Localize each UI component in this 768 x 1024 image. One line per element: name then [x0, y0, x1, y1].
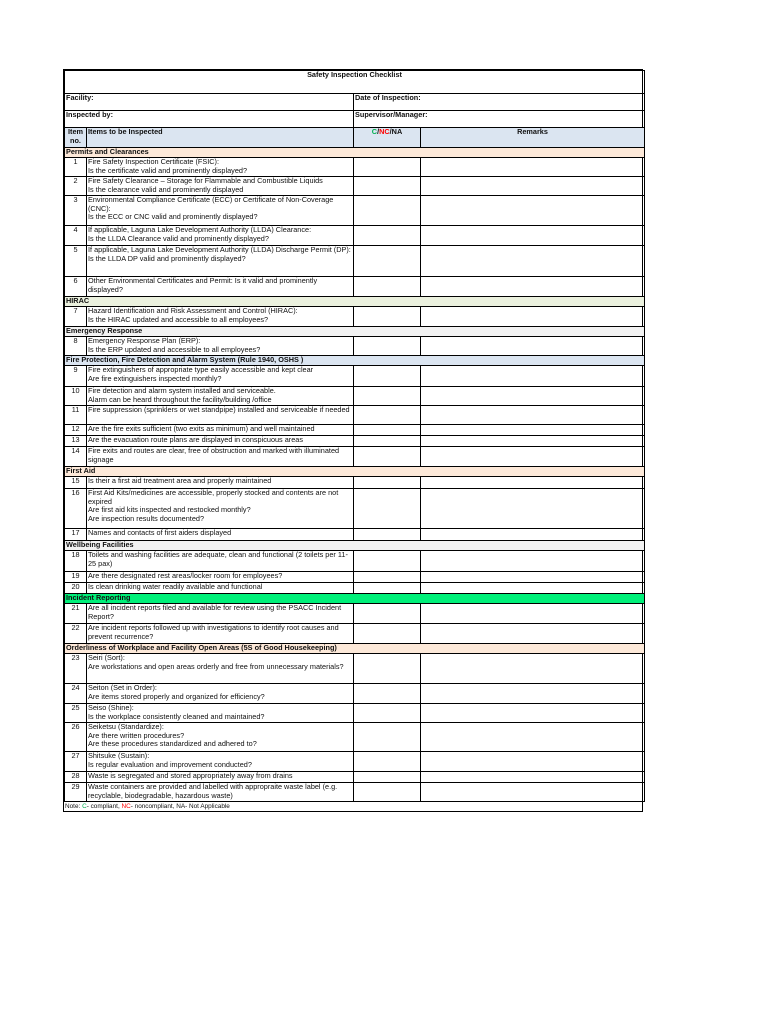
remarks-cell[interactable]: [421, 783, 645, 802]
remarks-cell[interactable]: [421, 366, 645, 387]
inspection-item: If applicable, Laguna Lake Development Authority (LLDA) Clearance: Is the LLDA Clearance valid and prominently displayed?: [87, 226, 354, 246]
note-na: NA: [176, 803, 186, 810]
table-row: [65, 583, 645, 594]
item-number: 4: [65, 226, 87, 246]
item-number: 11: [65, 406, 87, 425]
compliance-cell[interactable]: [354, 307, 421, 327]
item-number: 24: [65, 684, 87, 704]
item-number: 10: [65, 387, 87, 406]
table-row: [65, 277, 645, 297]
inspected-by-field[interactable]: Inspected by:: [65, 111, 354, 128]
compliance-cell[interactable]: [354, 158, 421, 177]
item-number: 29: [65, 783, 87, 802]
section-row: [65, 594, 645, 604]
remarks-cell[interactable]: [421, 572, 645, 583]
compliance-cell[interactable]: [354, 604, 421, 624]
item-number: 28: [65, 772, 87, 783]
item-number: 15: [65, 477, 87, 489]
table-row: [65, 406, 645, 425]
inspection-item: Waste containers are provided and labelled with appropraite waste label (e.g. recyclable, biodegradable, hazardous waste): [87, 783, 354, 802]
table-row: [65, 604, 645, 624]
remarks-cell[interactable]: [421, 529, 645, 541]
item-number: 6: [65, 277, 87, 297]
item-number: 19: [65, 572, 87, 583]
table-row: [65, 654, 645, 684]
items-header: Items to be Inspected: [87, 128, 354, 148]
inspection-item: Are incident reports followed up with investigations to identify root causes and prevent recurrence?: [87, 624, 354, 644]
inspection-item: Fire suppression (sprinklers or wet standpipe) installed and serviceable if needed: [87, 406, 354, 425]
section-row: [65, 327, 645, 337]
remarks-cell[interactable]: [421, 158, 645, 177]
compliance-cell[interactable]: [354, 425, 421, 436]
inspection-item: Seiri (Sort): Are workstations and open areas orderly and free from unnecessary materials?: [87, 654, 354, 684]
remarks-cell[interactable]: [421, 177, 645, 196]
remarks-cell[interactable]: [421, 277, 645, 297]
inspection-item: Is clean drinking water readily available and functional: [87, 583, 354, 594]
inspection-item: Seiso (Shine): Is the workplace consistently cleaned and maintained?: [87, 704, 354, 723]
section-title: Emergency Response: [65, 327, 645, 337]
section-title: Incident Reporting: [65, 594, 645, 604]
table-row: [65, 246, 645, 277]
section-title: Wellbeing Facilities: [65, 541, 645, 551]
item-number: 23: [65, 654, 87, 684]
compliance-cell[interactable]: [354, 366, 421, 387]
compliance-cell[interactable]: [354, 624, 421, 644]
item-number: 9: [65, 366, 87, 387]
item-number: 17: [65, 529, 87, 541]
note-nc-desc: - noncompliant,: [130, 803, 177, 810]
table-row: [65, 425, 645, 436]
compliant-label: C: [371, 127, 378, 136]
remarks-cell[interactable]: [421, 772, 645, 783]
not-applicable-label: NA: [391, 127, 403, 136]
table-row: [65, 704, 645, 723]
inspection-item: Fire Safety Inspection Certificate (FSIC): Is the certificate valid and prominently displayed?: [87, 158, 354, 177]
table-row: [65, 624, 645, 644]
remarks-cell[interactable]: [421, 425, 645, 436]
item-number: 7: [65, 307, 87, 327]
compliance-cell[interactable]: [354, 583, 421, 594]
remarks-cell[interactable]: [421, 226, 645, 246]
legend-note: [64, 802, 642, 811]
inspection-item: Shitsuke (Sustain): Is regular evaluation and improvement conducted?: [87, 752, 354, 772]
item-number: 14: [65, 447, 87, 467]
facility-field[interactable]: Facility:: [65, 94, 354, 111]
section-row: [65, 467, 645, 477]
supervisor-manager-field[interactable]: Supervisor/Manager:: [354, 111, 645, 128]
item-number: 22: [65, 624, 87, 644]
section-row: [65, 541, 645, 551]
compliance-cell[interactable]: [354, 572, 421, 583]
section-title: HIRAC: [65, 297, 645, 307]
item-number: 2: [65, 177, 87, 196]
compliance-cell[interactable]: [354, 752, 421, 772]
remarks-cell[interactable]: [421, 406, 645, 425]
remarks-cell[interactable]: [421, 436, 645, 447]
table-row: [65, 477, 645, 489]
inspection-item: Are the evacuation route plans are displayed in conspicuous areas: [87, 436, 354, 447]
item-number: 18: [65, 551, 87, 572]
page-title: Safety Inspection Checklist: [65, 71, 645, 94]
remarks-cell[interactable]: [421, 196, 645, 226]
table-row: [65, 436, 645, 447]
compliance-cell[interactable]: [354, 489, 421, 529]
item-number: 3: [65, 196, 87, 226]
inspection-item: Fire extinguishers of appropriate type easily accessible and kept clear Are fire extinguishers inspected monthly?: [87, 366, 354, 387]
compliance-cell[interactable]: [354, 477, 421, 489]
remarks-cell[interactable]: [421, 723, 645, 752]
table-row: [65, 551, 645, 572]
section-row: [65, 297, 645, 307]
table-row: [65, 196, 645, 226]
remarks-cell[interactable]: [421, 551, 645, 572]
compliance-cell[interactable]: [354, 772, 421, 783]
inspection-item: Names and contacts of first aiders displayed: [87, 529, 354, 541]
compliance-cell[interactable]: [354, 684, 421, 704]
remarks-cell[interactable]: [421, 387, 645, 406]
remarks-header: Remarks: [421, 128, 645, 148]
date-of-inspection-field[interactable]: Date of Inspection:: [354, 94, 645, 111]
item-number: 13: [65, 436, 87, 447]
inspection-item: Environmental Compliance Certificate (ECC) or Certificate of Non-Coverage (CNC): Is the ECC or CNC valid and prominently displayed?: [87, 196, 354, 226]
table-row: [65, 307, 645, 327]
table-row: [65, 529, 645, 541]
remarks-cell[interactable]: [421, 337, 645, 356]
table-row: [65, 366, 645, 387]
item-number: 16: [65, 489, 87, 529]
noncompliant-label: NC: [379, 127, 390, 136]
note-na-desc: - Not Applicable: [185, 803, 230, 810]
compliance-cell[interactable]: [354, 387, 421, 406]
remarks-cell[interactable]: [421, 654, 645, 684]
note-c: C: [82, 803, 87, 810]
inspection-item: Are all incident reports filed and available for review using the PSACC Incident Report?: [87, 604, 354, 624]
item-number: 25: [65, 704, 87, 723]
item-number: 20: [65, 583, 87, 594]
remarks-cell[interactable]: [421, 246, 645, 277]
compliance-cell[interactable]: [354, 783, 421, 802]
inspection-item: Hazard Identification and Risk Assessment and Control (HIRAC): Is the HIRAC updated and accessible to all employees?: [87, 307, 354, 327]
inspection-item: If applicable, Laguna Lake Development Authority (LLDA) Discharge Permit (DP): Is the LLDA DP valid and prominently displayed?: [87, 246, 354, 277]
safety-inspection-checklist: [63, 69, 643, 812]
compliance-cell[interactable]: [354, 337, 421, 356]
inspection-item: Are the fire exits sufficient (two exits as minimum) and well maintained: [87, 425, 354, 436]
compliance-cell[interactable]: [354, 654, 421, 684]
item-number: 12: [65, 425, 87, 436]
separator: /: [377, 127, 380, 136]
remarks-cell[interactable]: [421, 624, 645, 644]
table-row: [65, 387, 645, 406]
note-prefix: Note:: [65, 803, 83, 810]
table-row: [65, 684, 645, 704]
inspection-item: Emergency Response Plan (ERP): Is the ERP updated and accessible to all employees?: [87, 337, 354, 356]
remarks-cell[interactable]: [421, 684, 645, 704]
compliance-cell[interactable]: [354, 436, 421, 447]
table-row: [65, 226, 645, 246]
compliance-cell[interactable]: [354, 704, 421, 723]
inspection-item: Seiketsu (Standardize): Are there written procedures? Are these procedures standardized and adhered to?: [87, 723, 354, 752]
checklist-table: [64, 70, 645, 802]
table-row: [65, 772, 645, 783]
remarks-cell[interactable]: [421, 489, 645, 529]
inspection-item: Is their a first aid treatment area and properly maintained: [87, 477, 354, 489]
compliance-cell[interactable]: [354, 551, 421, 572]
remarks-cell[interactable]: [421, 583, 645, 594]
remarks-cell[interactable]: [421, 447, 645, 467]
section-row: [65, 644, 645, 654]
remarks-cell[interactable]: [421, 604, 645, 624]
inspection-item: Toilets and washing facilities are adequate, clean and functional (2 toilets per 11-25 pax): [87, 551, 354, 572]
remarks-cell[interactable]: [421, 752, 645, 772]
item-number: 21: [65, 604, 87, 624]
note-nc: NC: [121, 803, 131, 810]
item-number: 8: [65, 337, 87, 356]
table-row: [65, 177, 645, 196]
inspection-item: Seiton (Set in Order): Are items stored properly and organized for efficiency?: [87, 684, 354, 704]
remarks-cell[interactable]: [421, 704, 645, 723]
table-row: [65, 572, 645, 583]
item-number: 26: [65, 723, 87, 752]
inspection-item: Other Environmental Certificates and Permit: Is it valid and prominently displayed?: [87, 277, 354, 297]
item-no-header: Item no.: [65, 128, 87, 148]
compliance-cell[interactable]: [354, 406, 421, 425]
compliance-header: [354, 128, 421, 148]
remarks-cell[interactable]: [421, 477, 645, 489]
compliance-cell[interactable]: [354, 226, 421, 246]
compliance-cell[interactable]: [354, 246, 421, 277]
item-number: 5: [65, 246, 87, 277]
table-row: [65, 723, 645, 752]
inspection-item: First Aid Kits/medicines are accessible, properly stocked and contents are not expired Are first aid kits inspected and restocked monthly? Are inspection results documented?: [87, 489, 354, 529]
inspection-item: Waste is segregated and stored appropriately away from drains: [87, 772, 354, 783]
table-row: [65, 447, 645, 467]
table-row: [65, 158, 645, 177]
inspection-item: Fire detection and alarm system installed and serviceable. Alarm can be heard throughout the facility/building /office: [87, 387, 354, 406]
inspection-item: Are there designated rest areas/locker room for employees?: [87, 572, 354, 583]
section-title: Permits and Clearances: [65, 148, 645, 158]
compliance-cell[interactable]: [354, 277, 421, 297]
inspection-item: Fire exits and routes are clear, free of obstruction and marked with illuminated signage: [87, 447, 354, 467]
inspection-item: Fire Safety Clearance – Storage for Flammable and Combustible Liquids Is the clearance valid and prominently displayed: [87, 177, 354, 196]
section-title: First Aid: [65, 467, 645, 477]
compliance-cell[interactable]: [354, 447, 421, 467]
section-title: Orderliness of Workplace and Facility Open Areas (5S of Good Housekeeping): [65, 644, 645, 654]
section-row: [65, 356, 645, 366]
item-number: 1: [65, 158, 87, 177]
remarks-cell[interactable]: [421, 307, 645, 327]
table-row: [65, 783, 645, 802]
section-row: [65, 148, 645, 158]
compliance-cell[interactable]: [354, 723, 421, 752]
compliance-cell[interactable]: [354, 529, 421, 541]
separator: /: [389, 127, 392, 136]
note-c-desc: - compliant,: [86, 803, 122, 810]
section-title: Fire Protection, Fire Detection and Alarm System (Rule 1940, OSHS ): [65, 356, 645, 366]
table-row: [65, 489, 645, 529]
table-row: [65, 752, 645, 772]
table-row: [65, 337, 645, 356]
item-number: 27: [65, 752, 87, 772]
compliance-cell[interactable]: [354, 196, 421, 226]
compliance-cell[interactable]: [354, 177, 421, 196]
